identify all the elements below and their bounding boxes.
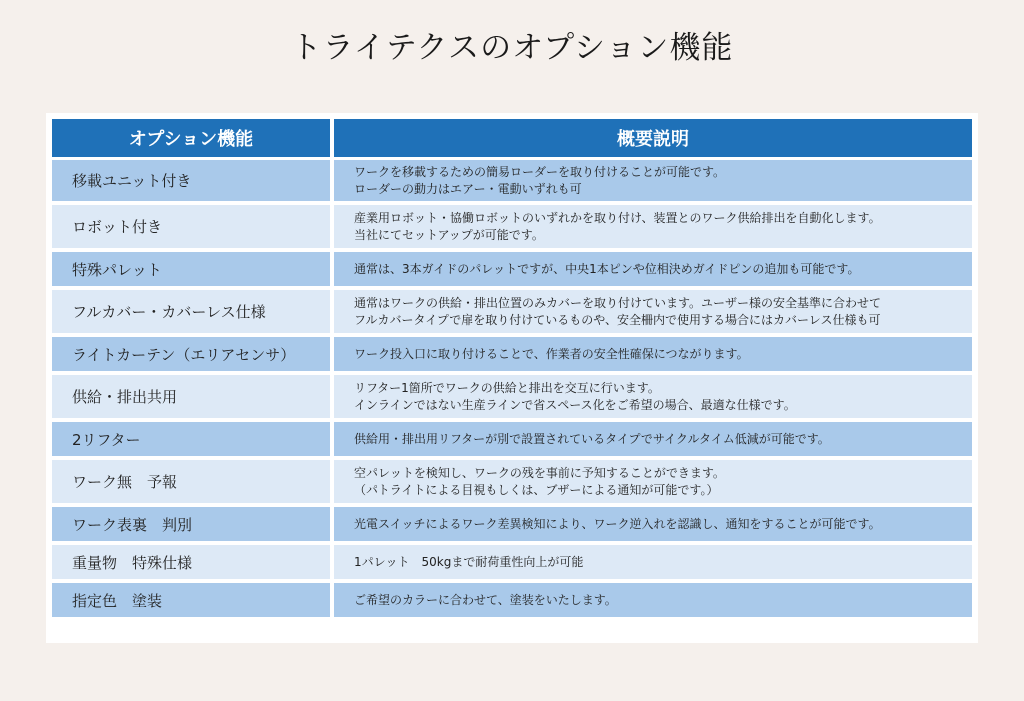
option-description	[330, 290, 972, 337]
description-line: 空パレットを検知し、ワークの残を事前に予知することができます。	[354, 465, 725, 480]
option-description	[330, 583, 972, 621]
option-name: 移載ユニット付き	[52, 160, 330, 205]
description-line: ワーク投入口に取り付けることで、作業者の安全性確保につながります。	[354, 346, 749, 361]
description-line: ご希望のカラーに合わせて、塗装をいたします。	[354, 592, 617, 607]
table-row	[52, 160, 972, 205]
table-row	[52, 507, 972, 545]
description-line: 通常は、3本ガイドのパレットですが、中央1本ピンや位相決めガイドピンの追加も可能です。	[354, 261, 860, 276]
description-line: インラインではない生産ラインで省スペース化をご希望の場合、最適な仕様です。	[354, 397, 796, 412]
description-line: 供給用・排出用リフターが別で設置されているタイプでサイクルタイム低減が可能です。	[354, 431, 830, 446]
option-description	[330, 507, 972, 545]
description-line: ローダーの動力はエアー・電動いずれも可	[354, 181, 582, 196]
table-row	[52, 375, 972, 422]
option-name: フルカバー・カバーレス仕様	[52, 290, 330, 337]
option-name: ワーク無 予報	[52, 460, 330, 507]
description-line: ワークを移載するための簡易ローダーを取り付けることが可能です。	[354, 164, 726, 179]
option-name: 2リフター	[52, 422, 330, 460]
option-description	[330, 337, 972, 375]
header-option-function: オプション機能	[52, 119, 330, 160]
option-description	[330, 545, 972, 583]
option-name: 供給・排出共用	[52, 375, 330, 422]
option-description	[330, 422, 972, 460]
table-row	[52, 422, 972, 460]
table-row	[52, 290, 972, 337]
description-line: 産業用ロボット・協働ロボットのいずれかを取り付け、装置とのワーク供給排出を自動化します。	[354, 210, 881, 225]
options-table	[52, 119, 972, 621]
table-row	[52, 205, 972, 252]
header-overview-description: 概要説明	[330, 119, 972, 160]
option-description	[330, 205, 972, 252]
description-line: 当社にてセットアップが可能です。	[354, 227, 544, 242]
table-row	[52, 583, 972, 621]
option-name: 指定色 塗装	[52, 583, 330, 621]
page-title: トライテクスのオプション機能	[290, 30, 734, 66]
option-name: 特殊パレット	[52, 252, 330, 290]
table-row	[52, 337, 972, 375]
option-description	[330, 375, 972, 422]
description-line: （パトライトによる目視もしくは、ブザーによる通知が可能です。）	[354, 482, 719, 497]
description-line: 1パレット 50kgまで耐荷重性向上が可能	[354, 554, 584, 569]
description-line: リフター1箇所でワークの供給と排出を交互に行います。	[354, 380, 660, 395]
option-name: ワーク表裏 判別	[52, 507, 330, 545]
option-description	[330, 460, 972, 507]
table-row	[52, 545, 972, 583]
option-name: ロボット付き	[52, 205, 330, 252]
option-description	[330, 252, 972, 290]
option-description	[330, 160, 972, 205]
option-name: ライトカーテン（エリアセンサ）	[52, 337, 330, 375]
description-line: 通常はワークの供給・排出位置のみカバーを取り付けています。ユーザー様の安全基準に合わせて	[354, 295, 882, 310]
option-name: 重量物 特殊仕様	[52, 545, 330, 583]
options-table-panel	[46, 113, 978, 643]
table-row	[52, 252, 972, 290]
description-line: フルカバータイプで扉を取り付けているものや、安全柵内で使用する場合にはカバーレス仕様も可	[354, 312, 881, 327]
description-line: 光電スイッチによるワーク差異検知により、ワーク逆入れを認識し、通知をすることが可能です。	[354, 516, 881, 531]
table-row	[52, 460, 972, 507]
table-header-row	[52, 119, 972, 160]
